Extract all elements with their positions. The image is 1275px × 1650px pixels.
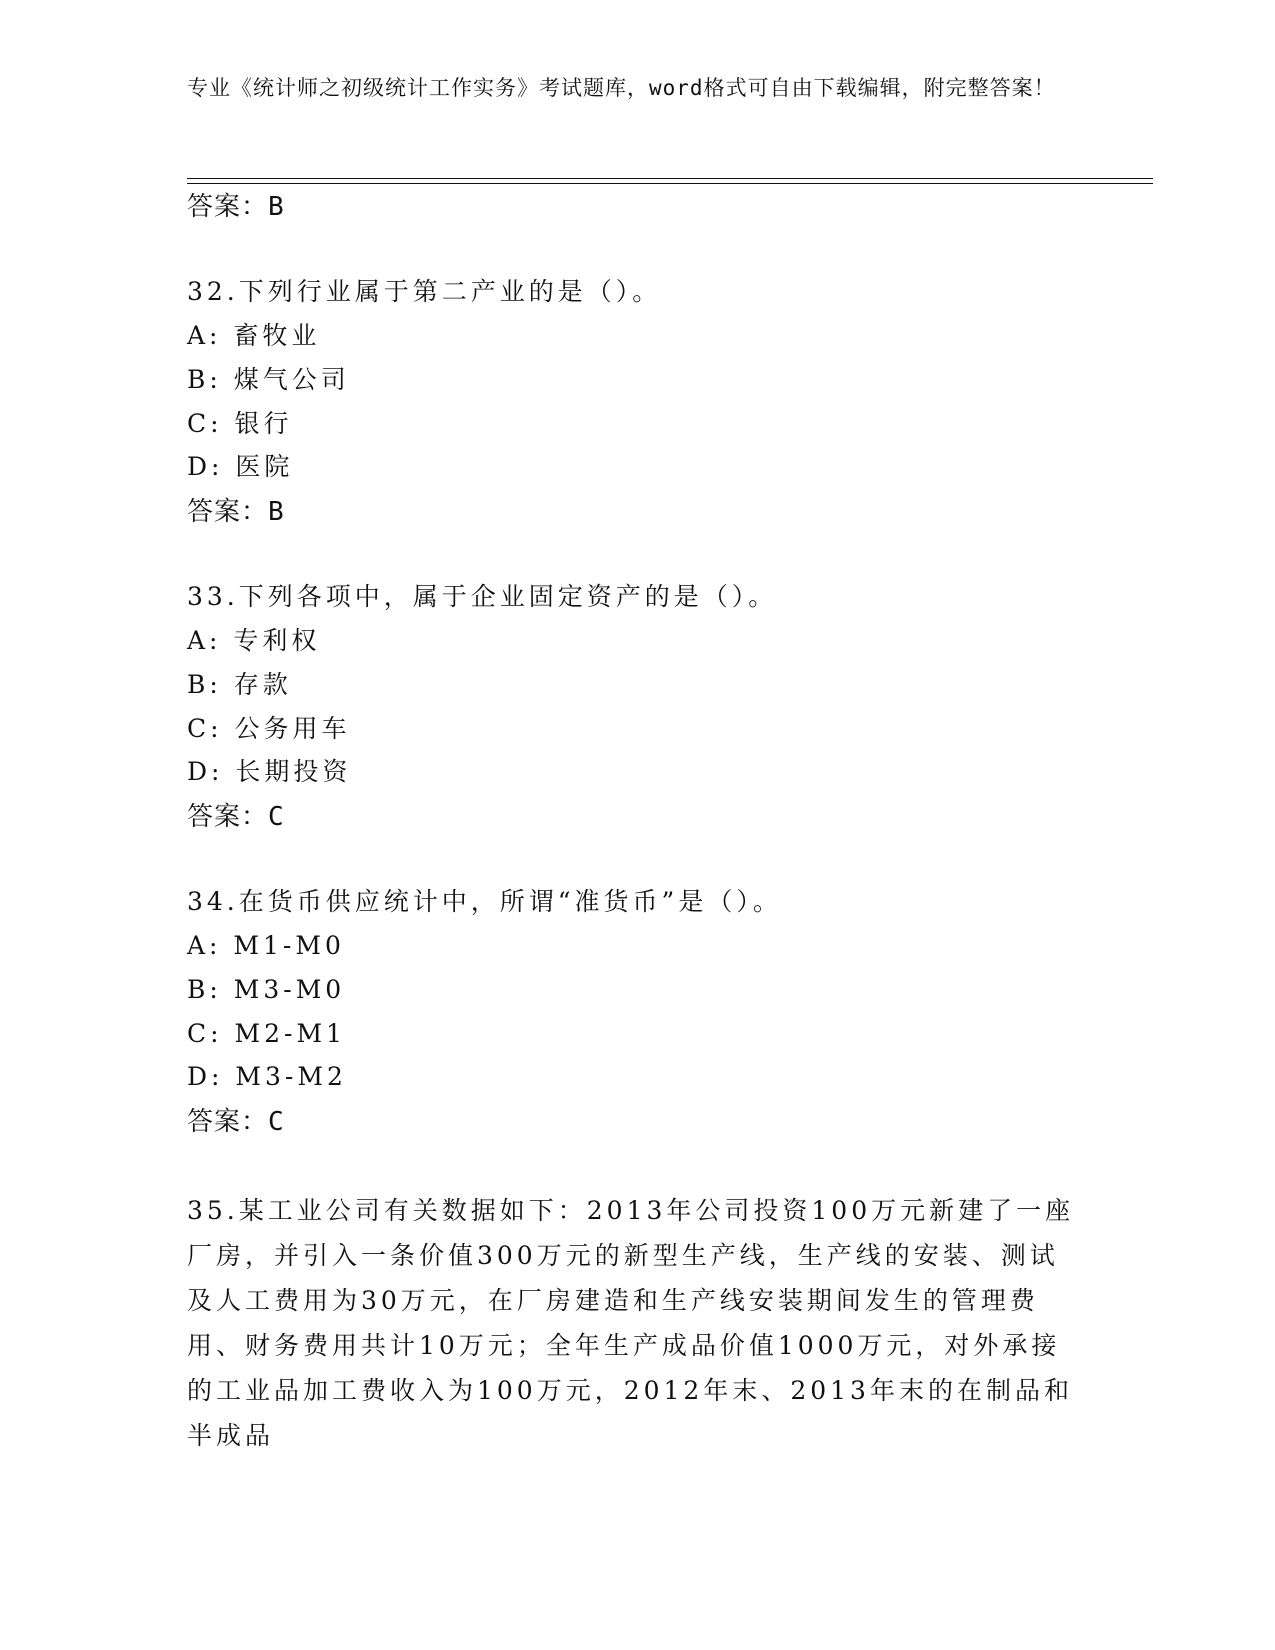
- question-32-title: 32.下列行业属于第二产业的是（）。: [187, 277, 662, 306]
- question-33-option-c: C: 公务用车: [187, 714, 351, 743]
- question-33-option-b: B: 存款: [187, 670, 292, 699]
- question-33-answer: 答案：C: [187, 802, 285, 832]
- page-header-text: 专业《统计师之初级统计工作实务》考试题库，word格式可自由下载编辑，附完整答案！: [187, 76, 1056, 100]
- question-32-option-d: D: 医院: [187, 452, 294, 481]
- question-32-option-b: B: 煤气公司: [187, 365, 350, 394]
- question-34-option-a: A: M1-M0: [187, 931, 345, 960]
- question-33-title: 33.下列各项中，属于企业固定资产的是（）。: [187, 582, 778, 611]
- header-rule-top: [187, 178, 1153, 179]
- question-33-option-a: A: 专利权: [187, 626, 321, 655]
- question-34-option-d: D: M3-M2: [187, 1062, 347, 1091]
- question-32-answer: 答案：B: [187, 497, 285, 527]
- answer-31: 答案：B: [187, 192, 285, 222]
- question-32-option-c: C: 银行: [187, 409, 293, 438]
- question-32-option-a: A: 畜牧业: [187, 321, 321, 350]
- question-34-option-b: B: M3-M0: [187, 975, 346, 1004]
- header-rule-bottom: [187, 183, 1153, 184]
- question-34-option-c: C: M2-M1: [187, 1019, 346, 1048]
- question-35-body: 35.某工业公司有关数据如下：2013年公司投资100万元新建了一座厂房，并引入一条价值300万元的新型生产线，生产线的安装、测试及人工费用为30万元，在厂房建造和生产线安装期间发生的管理费用、财务费用共计10万元；全年生产成品价值1000万元，对外承接的工业品加工费收入为100万元，2012年末、2013年末的在制品和半成品: [187, 1196, 1075, 1450]
- question-34-title: 34.在货币供应统计中，所谓“准货币”是（）。: [187, 887, 782, 916]
- question-34-answer: 答案：C: [187, 1107, 285, 1137]
- question-33-option-d: D: 长期投资: [187, 757, 352, 786]
